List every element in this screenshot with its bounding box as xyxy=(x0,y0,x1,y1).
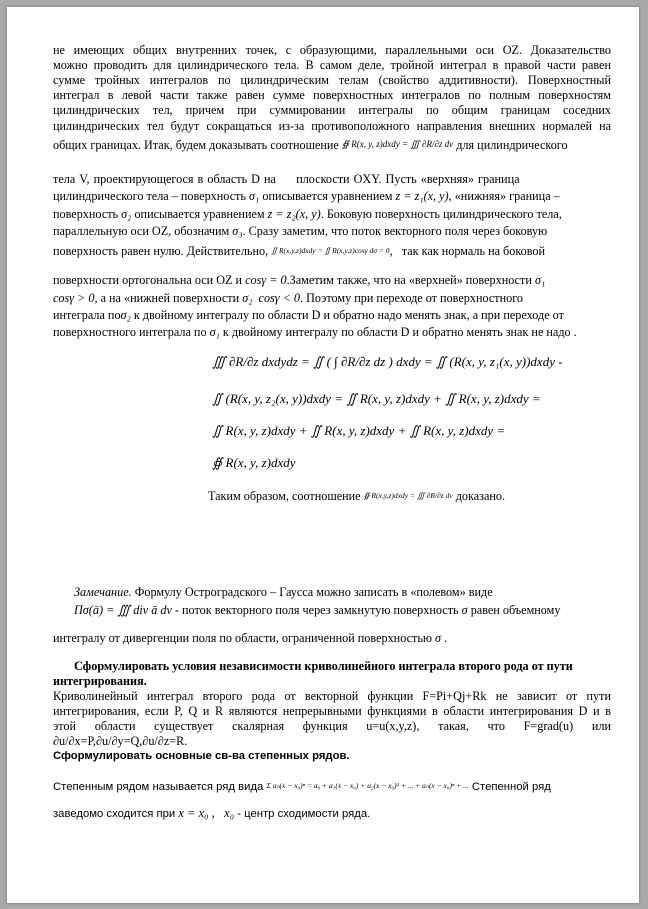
document-page xyxy=(7,7,639,903)
text-span: , «нижняя» граница – xyxy=(448,189,560,203)
math-equation: z = z₁(x, y) xyxy=(395,189,449,203)
text-span: Формулу Остроградского – Гаусса можно записать в «полевом» виде xyxy=(134,585,493,599)
text-span: - поток векторного поля через замкнутую поверхность xyxy=(174,603,459,617)
text-line xyxy=(53,308,611,323)
text-span: заведомо сходится при xyxy=(53,808,176,820)
text-line xyxy=(53,273,611,288)
text-span: интегралу от дивергенции поля по области, ограниченной поверхностью xyxy=(53,631,432,645)
inline-formula: Σ aₙ(x − x₀)ⁿ = a₀ + a₁(x − x₀) + a₂(x − x₀)² + ... + aₙ(x − x₀)ⁿ + ... xyxy=(266,781,469,790)
text-span: , а на «нижней поверхности xyxy=(94,291,240,305)
inline-formula: ∬ R(x,y,z)dxdy = ∬ R(x,y,z)cosγ dσ = 0 xyxy=(271,246,390,255)
text-line xyxy=(53,172,611,187)
text-line: не имеющих общих внутренних точек, с образующими, параллельными оси OZ. Доказательство xyxy=(53,43,611,57)
math-symbol: σ₃ xyxy=(232,224,243,238)
text-span: тела V, проектирующегося в область D на xyxy=(53,172,276,186)
math-equation: cosγ > 0 xyxy=(53,291,95,305)
text-line xyxy=(53,207,611,222)
text-line: Криволинейный интеграл второго рода от векторной функции F=Pi+Qj+Rk не зависит от пути xyxy=(53,689,611,703)
text-span: Таким образом, соотношение xyxy=(208,489,361,503)
text-span: . xyxy=(444,631,448,645)
text-line: поверхность равен нулю. Действительно, ∬ R(x,y,z)dxdy = ∬ R(x,y,z)cosγ dσ = 0, так как нормаль на боковой xyxy=(53,244,546,258)
inline-formula: ∯ R(x, y, z)dxdy = ∭ ∂R/∂z dv xyxy=(341,139,454,149)
text-span: описывается уравнением xyxy=(134,207,265,221)
remark-label: Замечание. xyxy=(74,585,132,599)
text-span: Степенным рядом называется ряд вида xyxy=(53,781,264,793)
text-line: сумме тройных интегралов по цилиндрическим телам (свойство аддитивности). Поверхностный xyxy=(53,73,611,87)
math-equation: cosγ = 0 xyxy=(245,273,287,287)
text-span: поверхность равен нулю. Действительно, xyxy=(53,244,269,258)
text-span: .Заметим также, что на «верхней» поверхности xyxy=(286,273,532,287)
conclusion-line xyxy=(208,488,618,504)
text-line xyxy=(53,224,611,239)
text-span: параллельную оси OZ, обозначим xyxy=(53,224,230,238)
math-symbol: σ xyxy=(461,603,468,617)
math-symbol: σ xyxy=(435,631,442,645)
section-heading: интегрирования. xyxy=(53,674,147,688)
text-line xyxy=(53,189,611,204)
math-symbol: x₀ xyxy=(224,806,235,820)
section-heading: Сформулировать условия независимости криволинейного интеграла второго рода от пути xyxy=(74,659,573,673)
text-line xyxy=(53,806,611,822)
inline-formula: ∯ R(x,y,z)dxdy = ∭ ∂R/∂z dv xyxy=(363,491,453,500)
text-span: поверхность xyxy=(53,207,119,221)
text-line xyxy=(53,291,611,306)
text-span: - центр сходимости ряда. xyxy=(237,808,371,820)
math-symbol: σ₂ xyxy=(242,291,253,305)
text-span: к двойному интегралу по области D и обратно надо менять знак, а при переходе от xyxy=(133,308,564,322)
text-span: цилиндрического тела – поверхность xyxy=(53,189,246,203)
text-span: для цилиндрического xyxy=(456,138,568,152)
text-line: цилиндрических тел, причем при суммировании интегралы по общим границам соседних xyxy=(53,103,611,117)
text-line: можно проводить для цилиндрического тела. В самом деле, тройной интеграл в правой части равен xyxy=(53,58,611,72)
text-line xyxy=(53,778,611,795)
text-span: доказано. xyxy=(455,489,506,503)
text-span: интеграла по xyxy=(53,308,121,322)
text-line: интегрирования, если P, Q и R являются непрерывными функциями в области интегрирования D и в xyxy=(53,704,611,718)
text-line: интеграл в левой части также равен сумме поверхностных интегралов по полным поверхностям xyxy=(53,88,611,102)
text-line xyxy=(53,325,611,340)
derivation-line-2: ∬ (R(x, y, z₂(x, y))dxdy = ∬ R(x, y, z)dxdy + ∬ R(x, y, z)dxdy = xyxy=(212,391,541,406)
math-symbol: σ₂ xyxy=(121,207,132,221)
math-equation: x = x₀ , xyxy=(178,806,215,820)
derivation-line-1: ∭ ∂R/∂z dxdydz = ∬ ( ∫ ∂R/∂z dz ) dxdy = ∬ (R(x, y, z₁(x, y))dxdy - xyxy=(212,354,563,369)
text-span: плоскости OXY. Пусть «верхняя» граница xyxy=(296,172,520,186)
text-span: так как нормаль на боковой xyxy=(401,244,546,258)
math-symbol: σ₁ xyxy=(534,273,546,287)
math-equation: cosγ < 0 xyxy=(258,291,300,305)
section-heading: Сформулировать основные св-ва степенных рядов. xyxy=(53,750,350,762)
remark-line xyxy=(53,631,611,646)
text-span: . Боковую поверхность цилиндрического тела, xyxy=(320,207,562,221)
remark-line xyxy=(74,603,614,618)
text-span: к двойному интегралу по области D и обратно менять знак не надо . xyxy=(222,325,577,339)
text-span: описывается уравнением xyxy=(262,189,393,203)
math-equation: z = z₂(x, y) xyxy=(267,207,321,221)
math-symbol: σ₁ xyxy=(249,189,260,203)
math-symbol: σ₁ xyxy=(209,325,220,339)
text-span: . Поэтому при переходе от поверхностного xyxy=(300,291,523,305)
text-span: равен объемному xyxy=(470,603,561,617)
text-span: . Сразу заметим, что поток векторного поля через боковую xyxy=(242,224,548,238)
derivation-line-3: ∬ R(x, y, z)dxdy + ∬ R(x, y, z)dxdy + ∬ R(x, y, z)dxdy = xyxy=(212,423,506,438)
math-symbol: σ₂ xyxy=(120,308,131,322)
text-span: общих границах. Итак, будем доказывать соотношение xyxy=(53,138,339,152)
text-span: поверхности ортогональна оси OZ и xyxy=(53,273,243,287)
derivation-line-4: ∯ R(x, y, z)dxdy xyxy=(212,455,296,470)
text-line: этой области существует скалярная функция u=u(x,y,z), такая, что F=grad(u) или xyxy=(53,719,611,733)
text-line: ∂u/∂x=P,∂u/∂y=Q,∂u/∂z=R. xyxy=(53,734,188,748)
text-span: поверхностного интеграла по xyxy=(53,325,207,339)
text-line: цилиндрических тел будут сокращаться из-за противоположного направления внешних нормалей на xyxy=(53,119,611,133)
math-equation: Πσ(ā) = ∭ div ā dv xyxy=(74,603,172,617)
text-line xyxy=(53,137,611,153)
remark-line xyxy=(74,585,614,600)
text-span: Степенной ряд xyxy=(471,781,551,793)
